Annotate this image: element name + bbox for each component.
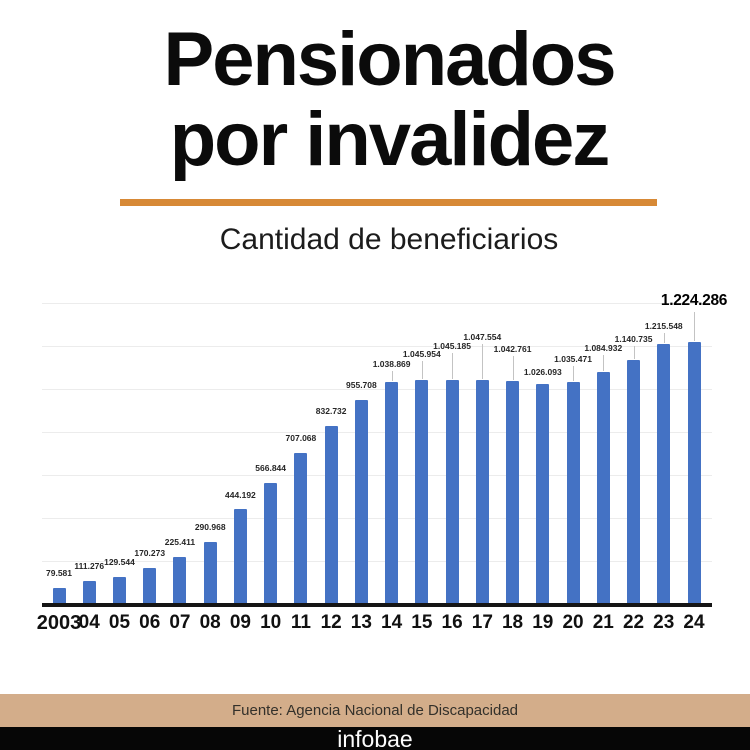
bar-05 [113,577,126,605]
page-title-line2: por invalidez [169,97,609,182]
bar-19 [536,384,549,605]
page-title-line1: Pensionados [163,17,615,102]
x-tick-label-15: 15 [411,612,433,633]
x-axis-line [42,603,712,607]
source-strip [0,694,750,727]
bar-15 [415,380,428,605]
label-leader-line [634,346,635,359]
x-tick-label-24: 24 [683,612,705,633]
x-tick-label-14: 14 [381,612,403,633]
x-tick-label-06: 06 [139,612,161,633]
bar-22 [627,360,640,605]
chart-subtitle: Cantidad de beneficiarios [219,223,559,256]
bar-value-label: 1.084.932 [584,343,623,353]
bar-10 [264,483,277,605]
bar-16 [446,380,459,605]
label-leader-line [392,371,393,381]
gridline [42,561,712,562]
bar-24 [688,342,701,605]
x-tick-label-05: 05 [108,612,131,633]
label-leader-line [603,355,604,371]
bar-08 [204,542,217,605]
x-tick-label-22: 22 [622,612,645,633]
bar-value-label: 444.192 [225,490,256,500]
bar-value-label: 79.581 [46,568,72,578]
bar-07 [173,557,186,605]
gridline [42,518,712,519]
bar-value-label: 129.544 [104,557,135,567]
bar-14 [385,382,398,605]
bar-value-label: 1.026.093 [523,367,562,377]
bar-21 [597,372,610,605]
x-tick-label-12: 12 [320,612,342,633]
bar-23 [657,344,670,605]
bar-value-label: 1.215.548 [644,321,683,331]
bar-04 [83,581,96,605]
label-leader-line [664,333,665,343]
bar-12 [325,426,338,605]
x-tick-label-18: 18 [501,612,524,633]
bar-value-label: 170.273 [134,548,166,558]
gridline [42,303,712,304]
bar-11 [294,453,307,605]
bar-value-label: 111.276 [74,561,105,571]
x-axis-labels [0,611,750,637]
x-tick-label-16: 16 [441,612,463,633]
brand-bar [0,727,750,750]
x-tick-label-04: 04 [78,612,100,633]
x-tick-label-11: 11 [290,612,311,633]
x-tick-label-13: 13 [350,612,372,633]
x-tick-label-23: 23 [653,612,675,633]
bar-09 [234,509,247,605]
x-tick-label-08: 08 [199,612,221,633]
x-tick-label-19: 19 [532,612,554,633]
label-leader-line [694,312,695,341]
x-tick-label-07: 07 [169,612,191,633]
bar-value-label: 1.038.869 [372,359,411,369]
bar-value-label: 1.042.761 [493,344,532,354]
gridline [42,432,712,433]
bar-18 [506,381,519,605]
x-tick-label-21: 21 [592,612,614,633]
bar-value-label: 1.224.286 [660,292,728,309]
label-leader-line [513,356,514,380]
x-tick-label-2003: 2003 [36,612,82,634]
brand-logo-text: infobae [337,727,413,750]
label-leader-line [452,353,453,379]
source-text: Fuente: Agencia Nacional de Discapacidad [231,702,519,719]
bar-06 [143,568,156,605]
label-leader-line [573,366,574,381]
title-underline-rule [120,199,657,206]
bar-value-label: 955.708 [346,380,377,390]
bar-17 [476,380,489,605]
x-tick-label-17: 17 [471,612,493,633]
bar-value-label: 1.045.185 [433,341,472,351]
gridline [42,475,712,476]
bar-value-label: 1.140.735 [614,334,653,344]
bar-value-label: 1.045.954 [402,349,441,359]
x-tick-label-20: 20 [562,612,584,633]
bar-value-label: 566.844 [255,463,287,473]
label-leader-line [422,361,423,379]
header [14,17,750,182]
bar-value-label: 290.968 [194,522,226,532]
bar-20 [567,382,580,605]
label-leader-line [482,344,483,379]
bar-chart-plot-area [42,292,728,605]
bar-13 [355,400,368,605]
bar-value-label: 1.047.554 [463,332,502,342]
bar-value-label: 832.732 [315,406,347,416]
x-tick-label-09: 09 [229,612,251,633]
bar-value-label: 225.411 [164,537,196,547]
bar-value-label: 1.035.471 [554,354,592,364]
bar-value-label: 707.068 [285,433,317,443]
x-tick-label-10: 10 [260,612,282,633]
